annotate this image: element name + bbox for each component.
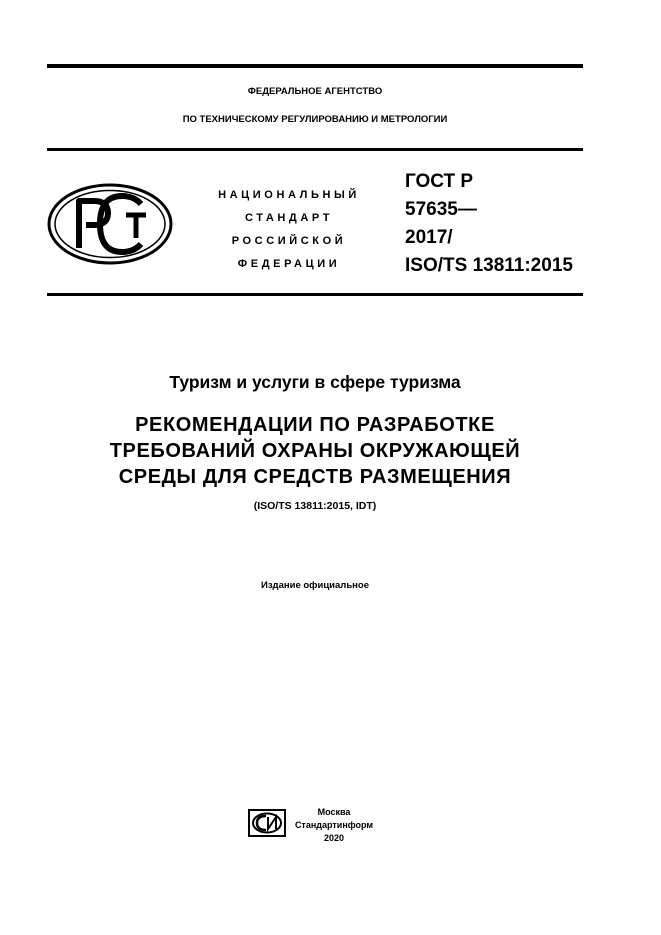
standard-code <box>405 168 573 280</box>
standartinform-logo-icon <box>248 809 286 837</box>
code-line: 2017/ <box>405 227 453 248</box>
header-rule <box>47 148 583 151</box>
national-line: РОССИЙСКОЙ <box>231 235 347 247</box>
document-subtitle: Туризм и услуги в сфере туризма <box>169 372 461 392</box>
identity-note: (ISO/TS 13811:2015, IDT) <box>253 500 377 512</box>
publisher-year: 2020 <box>323 833 345 843</box>
title-line: ТРЕБОВАНИЙ ОХРАНЫ ОКРУЖАЮЩЕЙ <box>109 440 521 462</box>
national-standard-label <box>202 184 376 276</box>
document-title <box>47 412 583 490</box>
national-line: ФЕДЕРАЦИИ <box>237 258 341 270</box>
agency-line-1: ФЕДЕРАЛЬНОЕ АГЕНТСТВО <box>247 86 383 97</box>
publisher-city: Москва <box>317 807 351 817</box>
title-line: РЕКОМЕНДАЦИИ ПО РАЗРАБОТКЕ <box>135 414 495 436</box>
national-line: НАЦИОНАЛЬНЫЙ <box>218 189 360 201</box>
rst-emblem-icon <box>46 182 174 266</box>
publisher-info <box>292 806 376 845</box>
block-rule <box>47 293 583 296</box>
agency-line-2: ПО ТЕХНИЧЕСКОМУ РЕГУЛИРОВАНИЮ И МЕТРОЛОГИИ <box>182 114 448 125</box>
code-line: ГОСТ Р <box>405 171 474 192</box>
national-line: СТАНДАРТ <box>244 212 334 224</box>
edition-label: Издание официальное <box>261 580 369 591</box>
code-line: ISO/TS 13811:2015 <box>405 255 573 276</box>
publisher-name: Стандартинформ <box>294 820 374 830</box>
code-line: 57635— <box>405 199 477 220</box>
title-line: СРЕДЫ ДЛЯ СРЕДСТВ РАЗМЕЩЕНИЯ <box>118 466 512 488</box>
top-rule <box>47 64 583 68</box>
